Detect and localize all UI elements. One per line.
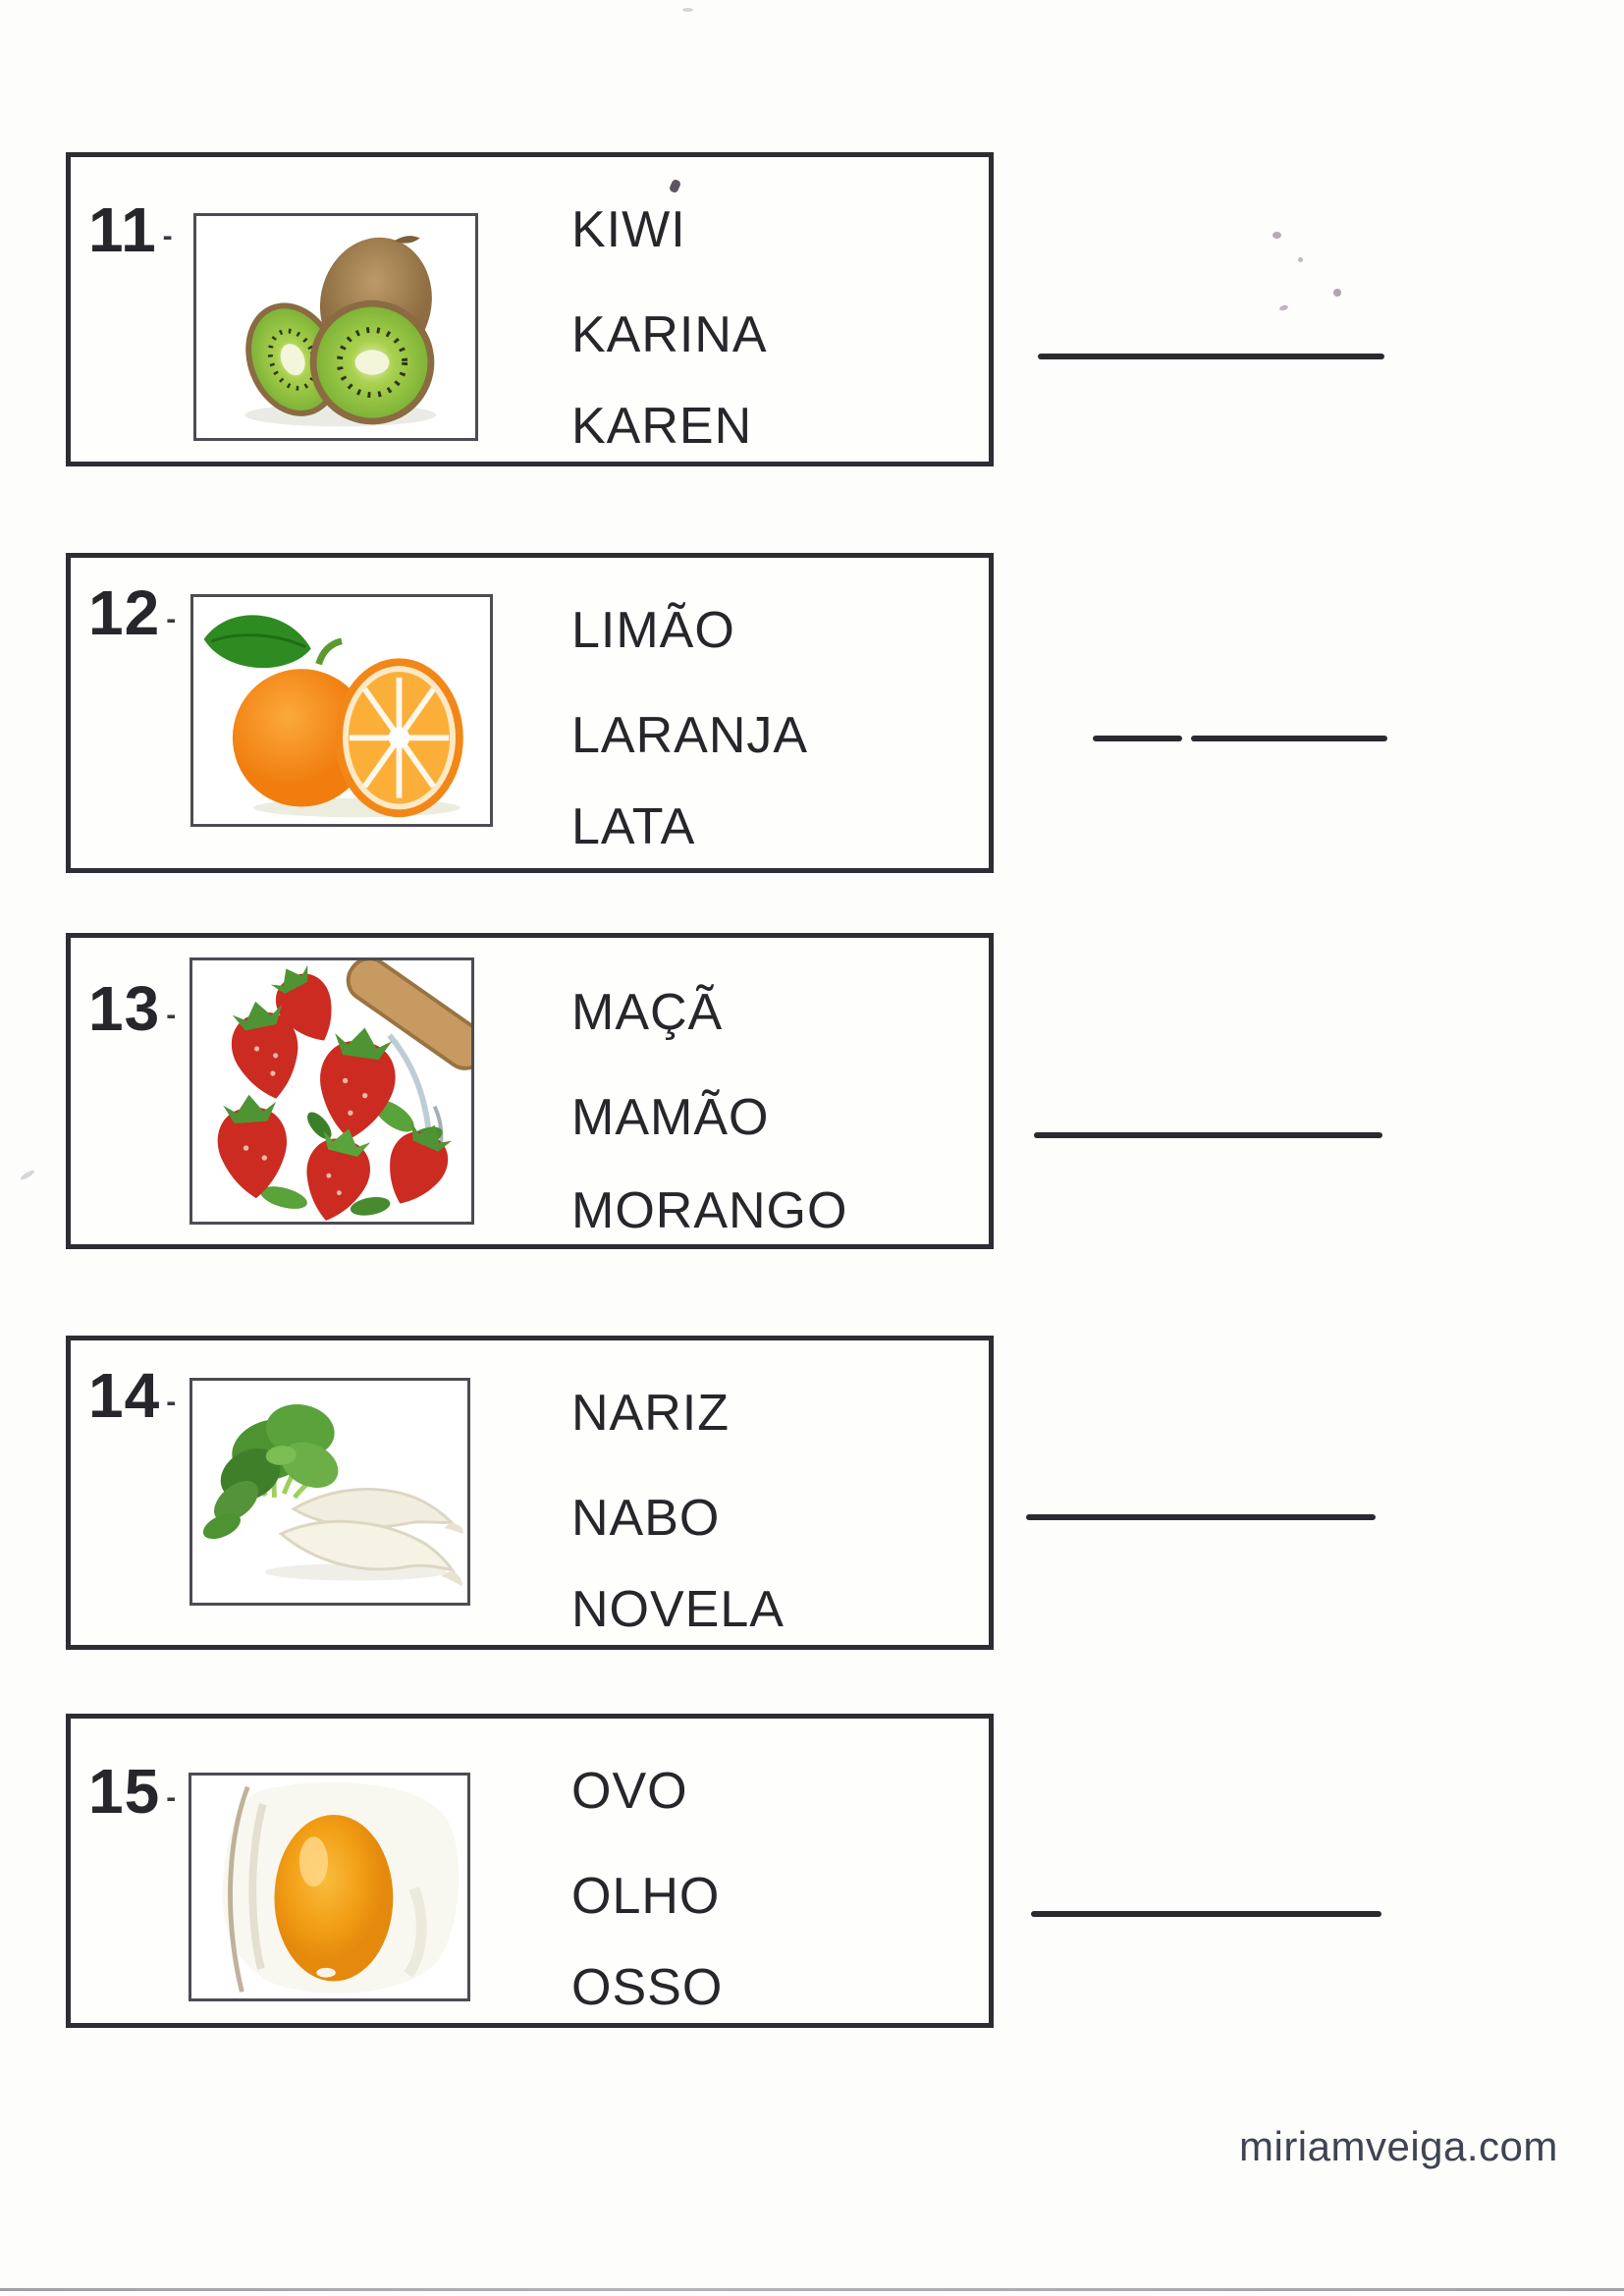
option-word: MAÇÃ [571, 984, 724, 1041]
scan-speck [682, 8, 693, 12]
kiwi-photo [193, 213, 478, 441]
answer-line-13 [1034, 1132, 1382, 1138]
option-word: KAREN [571, 398, 753, 455]
option-word: KARINA [571, 306, 768, 363]
worksheet-item-15 [66, 1714, 994, 2028]
number-separator: - [162, 220, 174, 252]
scan-edge-line [0, 2288, 1624, 2291]
scan-speck [1278, 304, 1288, 312]
option-word: OVO [571, 1763, 688, 1820]
option-word: LATA [571, 798, 696, 855]
scan-speck [1298, 257, 1303, 262]
answer-line-11 [1038, 354, 1384, 359]
answer-line-12a [1093, 736, 1182, 741]
worksheet-item-14 [66, 1336, 994, 1650]
option-word: NARIZ [571, 1385, 730, 1442]
scan-speck [1333, 289, 1341, 297]
orange-photo [190, 594, 493, 827]
answer-line-15 [1031, 1911, 1381, 1917]
worksheet-item-11 [66, 152, 994, 466]
number-separator: - [166, 1386, 178, 1418]
number-separator: - [166, 603, 178, 635]
worksheet-item-13 [66, 933, 994, 1249]
site-credit: miriamveiga.com [1239, 2123, 1558, 2169]
scan-speck [20, 1169, 35, 1181]
fried-egg-photo [189, 1773, 470, 2001]
number-separator: - [166, 999, 178, 1031]
item-number: 11 - [88, 194, 174, 265]
answer-line-14 [1026, 1514, 1376, 1520]
option-word: OLHO [571, 1868, 721, 1925]
option-word: NOVELA [571, 1581, 785, 1638]
turnip-photo [189, 1378, 470, 1606]
option-word: NABO [571, 1490, 721, 1547]
option-word: MORANGO [571, 1182, 848, 1239]
item-number: 12 - [88, 577, 178, 648]
item-number: 15 - [88, 1756, 178, 1827]
answer-line-12b [1191, 736, 1387, 741]
option-word: LIMÃO [571, 602, 735, 659]
option-word: KIWI [571, 201, 686, 258]
option-word: LARANJA [571, 707, 809, 764]
scan-speck [1272, 232, 1281, 239]
worksheet-item-12 [66, 553, 994, 873]
item-number: 13 - [88, 973, 178, 1044]
item-number: 14 - [88, 1360, 178, 1431]
number-separator: - [166, 1781, 178, 1814]
option-word: OSSO [571, 1959, 724, 2016]
strawberries-photo [189, 957, 474, 1225]
option-word: MAMÃO [571, 1089, 770, 1146]
